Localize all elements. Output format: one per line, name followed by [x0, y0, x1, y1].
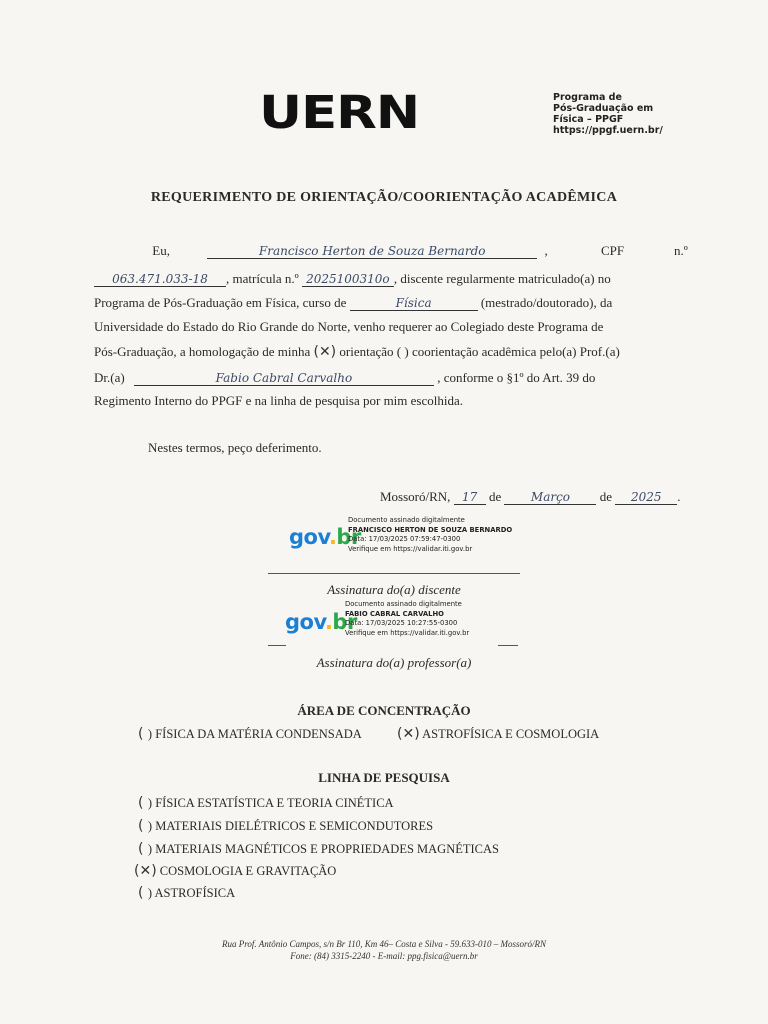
linha-checkbox: (: [138, 795, 148, 811]
signature-date: Data: 17/03/2025 10:27:55-0300: [345, 619, 458, 627]
program-info: [553, 92, 733, 136]
place-label: Mossoró/RN,: [380, 489, 451, 504]
linha-option: [138, 885, 235, 901]
linha-option: [138, 841, 499, 857]
area-option-label: ) FÍSICA DA MATÉRIA CONDENSADA: [147, 727, 362, 741]
linha-option-label: ) MATERIAIS DIELÉTRICOS E SEMICONDUTORES: [147, 819, 434, 833]
signature-date: Data: 17/03/2025 07:59:47-0300: [348, 535, 461, 543]
signed-label: Documento assinado digitalmente: [345, 600, 462, 608]
cpf-field: 063.471.033-18: [94, 272, 226, 287]
orientacao-checkbox: (✕): [313, 344, 337, 360]
footer-contact: Fone: (84) 3315-2240 - E-mail: ppg.fisica@uern.br: [290, 951, 478, 961]
area-checkbox: (✕): [397, 726, 420, 742]
homologation-text: Pós-Graduação, a homologação de minha: [94, 344, 311, 359]
area-option-astrophysics: [397, 726, 599, 742]
program-line: Pós-Graduação em: [553, 103, 654, 114]
linha-checkbox: (: [138, 885, 148, 901]
matricula-field: 2025100310o: [302, 272, 394, 287]
linha-option-label: ) ASTROFÍSICA: [147, 886, 236, 900]
program-line: Física – PPGF: [553, 114, 624, 125]
verify-url: Verifique em https://validar.iti.gov.br: [348, 544, 473, 553]
linha-option-label: COSMOLOGIA E GRAVITAÇÃO: [159, 864, 337, 878]
dr-label: Dr.(a): [94, 370, 125, 385]
request-line-3: [94, 295, 690, 311]
request-line-1: Eu, Francisco Herton de Souza Bernardo , CPF n.º: [152, 243, 688, 258]
signature-line: [498, 645, 518, 646]
program-line: Programa de: [553, 92, 622, 103]
linha-checkbox: (: [138, 841, 148, 857]
request-line-2: [94, 271, 690, 287]
date-line: [380, 489, 710, 505]
area-checkbox: (: [138, 726, 148, 742]
cpf-label: CPF: [601, 243, 625, 258]
month-field: Março: [504, 490, 596, 505]
request-line-6: [94, 370, 690, 386]
orientacao-label: orientação (: [339, 344, 402, 359]
area-option-label: ASTROFÍSICA E COSMOLOGIA: [422, 727, 600, 741]
signer-name: FABIO CABRAL CARVALHO: [345, 609, 444, 618]
discente-text: , discente regularmente matriculado(a) no: [393, 271, 611, 286]
linha-option-label: ) FÍSICA ESTATÍSTICA E TEORIA CINÉTICA: [147, 796, 394, 810]
period: .: [677, 489, 681, 504]
program-url: https://ppgf.uern.br/: [553, 125, 663, 136]
request-line-5: [94, 344, 690, 360]
degree-text: (mestrado/doutorado), da: [480, 295, 613, 310]
matricula-label: , matrícula n.º: [226, 271, 299, 286]
course-field: Física: [350, 296, 478, 311]
year-field: 2025: [615, 490, 677, 505]
signature-line: [268, 645, 286, 646]
article-text: , conforme o §1º do Art. 39 do: [437, 370, 596, 385]
program-text: Programa de Pós-Graduação em Física, curso de: [94, 295, 347, 310]
linha-option-selected: [134, 863, 336, 879]
signed-label: Documento assinado digitalmente: [348, 516, 465, 524]
request-line-7: Regimento Interno do PPGF e na linha de pesquisa por mim escolhida.: [94, 393, 463, 408]
document-title: REQUERIMENTO DE ORIENTAÇÃO/COORIENTAÇÃO ACADÊMICA: [150, 190, 618, 205]
signer-name: FRANCISCO HERTON DE SOUZA BERNARDO: [348, 525, 513, 534]
govbr-logo: gov.br: [289, 525, 361, 549]
request-line-4: Universidade do Estado do Rio Grande do Norte, venho requerer ao Colegiado deste Programa de: [94, 319, 604, 334]
govbr-logo: gov.br: [285, 610, 357, 634]
area-section-title: ÁREA DE CONCENTRAÇÃO: [297, 703, 471, 718]
student-signature-caption: Assinatura do(a) discente: [327, 582, 461, 597]
footer-address: [0, 938, 768, 962]
closing-text: Nestes termos, peço deferimento.: [148, 440, 322, 455]
linha-option-label: ) MATERIAIS MAGNÉTICOS E PROPRIEDADES MAGNÉTICAS: [147, 842, 499, 856]
linha-option: [138, 795, 394, 811]
verify-url: Verifique em https://validar.iti.gov.br: [345, 628, 470, 637]
linha-checkbox: (✕): [134, 863, 157, 879]
de-label: de: [599, 489, 612, 504]
signature-stamp-student: [348, 516, 512, 554]
uern-logo: UERN: [259, 86, 420, 139]
eu-label: Eu,: [152, 243, 170, 258]
linha-option: [138, 818, 433, 834]
professor-signature-caption: Assinatura do(a) professor(a): [316, 655, 472, 670]
de-label: de: [488, 489, 502, 504]
footer-line: Rua Prof. Antônio Campos, s/n Br 110, Km 46– Costa e Silva - 59.633-010 – Mossoró/RN: [221, 939, 547, 949]
area-option-condensed-matter: [138, 726, 362, 742]
cpf-number-label: n.º: [674, 243, 688, 258]
coorientacao-label: ) coorientação acadêmica pelo(a) Prof.(a): [404, 344, 620, 359]
student-name-field: Francisco Herton de Souza Bernardo: [207, 244, 537, 259]
linha-section-title: LINHA DE PESQUISA: [318, 770, 450, 785]
signature-line: [268, 573, 520, 574]
linha-checkbox: (: [138, 818, 148, 834]
day-field: 17: [454, 490, 486, 505]
professor-field: Fabio Cabral Carvalho: [134, 371, 434, 386]
signature-stamp-professor: [345, 600, 469, 638]
